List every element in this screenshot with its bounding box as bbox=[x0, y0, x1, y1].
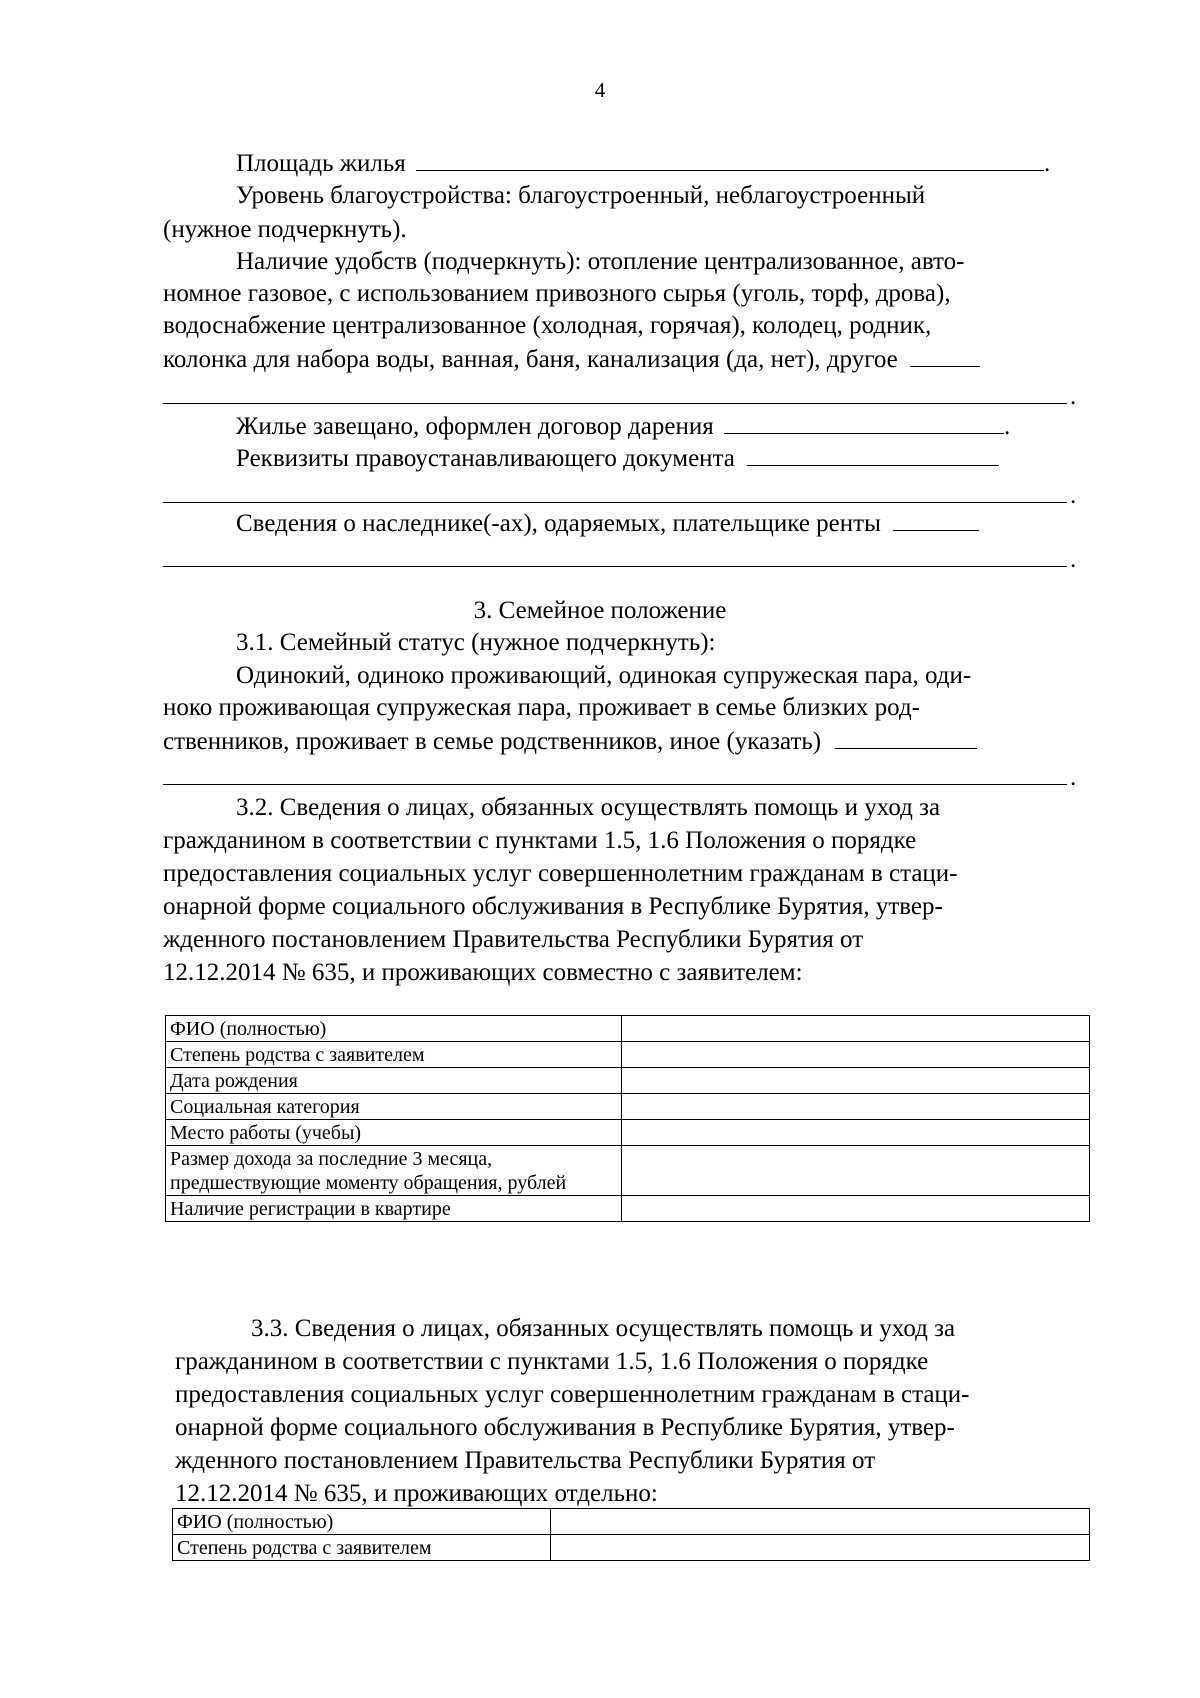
bequeathed-line bbox=[236, 409, 1010, 443]
comfort-level-line: Уровень благоустройства: благоустроенный, неблагоустроенный bbox=[236, 182, 926, 209]
row-value-cell bbox=[621, 1146, 1089, 1196]
title-document-blank bbox=[747, 441, 999, 466]
heirs-label: Сведения о наследнике(-ах), одаряемых, плательщике ренты bbox=[236, 510, 881, 537]
page-number: 4 bbox=[594, 78, 606, 102]
family-status-label: 3.1. Семейный статус (нужное подчеркнуть): bbox=[236, 629, 716, 656]
bequeathed-blank bbox=[724, 409, 1004, 434]
family-status-continuation-line bbox=[163, 784, 1067, 785]
paragraph-3-2-last-line: 12.12.2014 № 635, и проживающих совместно с заявителем: bbox=[163, 959, 803, 986]
housing-area-line bbox=[236, 146, 1050, 180]
cohabiting-relatives-table bbox=[165, 1015, 1090, 1222]
paragraph-3-2-line: жденного постановлением Правительства Республики Бурятия от bbox=[163, 926, 864, 953]
amenities-line-2: номное газовое, с использованием привозного сырья (уголь, торф, дрова), bbox=[163, 280, 951, 307]
table-row bbox=[173, 1535, 1090, 1561]
row-value-cell bbox=[621, 1094, 1089, 1120]
amenities-line-4 bbox=[163, 342, 980, 376]
paragraph-3-3-line: предоставления социальных услуг совершеннолетним гражданам в стаци- bbox=[175, 1381, 970, 1408]
heirs-line bbox=[236, 506, 979, 540]
paragraph-3-3-line: онарной форме социального обслуживания в Республике Бурятия, утвер- bbox=[175, 1414, 955, 1441]
housing-area-label: Площадь жилья bbox=[236, 150, 406, 177]
row-label: Место работы (учебы) bbox=[166, 1120, 622, 1146]
row-value-cell bbox=[621, 1068, 1089, 1094]
row-value-cell bbox=[621, 1120, 1089, 1146]
separate-relatives-table bbox=[172, 1508, 1090, 1561]
row-value-cell bbox=[550, 1535, 1089, 1561]
table-row bbox=[166, 1016, 1090, 1042]
title-document-continuation-line bbox=[163, 502, 1067, 503]
family-status-options-line-1: Одинокий, одиноко проживающий, одинокая супружеская пара, оди- bbox=[236, 662, 972, 689]
paragraph-3-3-line: гражданином в соответствии с пунктами 1.5, 1.6 Положения о порядке bbox=[175, 1348, 929, 1375]
amenities-other-blank bbox=[910, 342, 980, 367]
row-label: Дата рождения bbox=[166, 1068, 622, 1094]
period: . bbox=[1070, 482, 1077, 509]
title-document-line bbox=[236, 441, 999, 475]
row-label: Степень родства с заявителем bbox=[166, 1042, 622, 1068]
paragraph-3-2-line: онарной форме социального обслуживания в Республике Бурятия, утвер- bbox=[163, 893, 943, 920]
period: . bbox=[1070, 546, 1077, 573]
row-label: ФИО (полностью) bbox=[173, 1509, 551, 1535]
row-label: Размер дохода за последние 3 месяца, предшествующие моменту обращения, рублей bbox=[166, 1146, 622, 1196]
table-row bbox=[166, 1042, 1090, 1068]
row-label: Наличие регистрации в квартире bbox=[166, 1196, 622, 1222]
period: . bbox=[1070, 764, 1077, 791]
paragraph-3-2-line: 3.2. Сведения о лицах, обязанных осуществлять помощь и уход за bbox=[236, 794, 941, 821]
table-row bbox=[166, 1068, 1090, 1094]
heirs-blank bbox=[893, 506, 979, 531]
row-value-cell bbox=[621, 1042, 1089, 1068]
family-status-other-blank bbox=[835, 724, 977, 749]
period: . bbox=[1070, 383, 1077, 410]
period: . bbox=[1003, 413, 1011, 440]
paragraph-3-3-line: 3.3. Сведения о лицах, обязанных осуществлять помощь и уход за bbox=[251, 1315, 956, 1342]
row-label: Социальная категория bbox=[166, 1094, 622, 1120]
row-label: Степень родства с заявителем bbox=[173, 1535, 551, 1561]
comfort-level-note: (нужное подчеркнуть). bbox=[163, 216, 407, 243]
paragraph-3-3-line: жденного постановлением Правительства Республики Бурятия от bbox=[175, 1447, 876, 1474]
row-value-cell bbox=[621, 1016, 1089, 1042]
paragraph-3-3-last-line: 12.12.2014 № 635, и проживающих отдельно: bbox=[175, 1480, 658, 1507]
table-row bbox=[166, 1196, 1090, 1222]
title-document-label: Реквизиты правоустанавливающего документа bbox=[236, 445, 735, 472]
heirs-continuation-line bbox=[163, 566, 1067, 567]
housing-area-blank bbox=[416, 146, 1044, 171]
row-value-cell bbox=[621, 1196, 1089, 1222]
period: . bbox=[1044, 150, 1051, 177]
table-row bbox=[166, 1094, 1090, 1120]
family-status-options-line-2: ноко проживающая супружеская пара, проживает в семье близких род- bbox=[163, 694, 920, 721]
section-3-heading: 3. Семейное положение bbox=[473, 597, 727, 624]
paragraph-3-2-line: гражданином в соответствии с пунктами 1.5, 1.6 Положения о порядке bbox=[163, 827, 917, 854]
row-label: ФИО (полностью) bbox=[166, 1016, 622, 1042]
table-row bbox=[166, 1146, 1090, 1196]
row-value-cell bbox=[550, 1509, 1089, 1535]
amenities-line-1: Наличие удобств (подчеркнуть): отопление централизованное, авто- bbox=[236, 248, 965, 275]
table-row bbox=[173, 1509, 1090, 1535]
table-row bbox=[166, 1120, 1090, 1146]
family-status-other-label: ственников, проживает в семье родственников, иное (указать) bbox=[163, 728, 822, 755]
amenities-other-label: колонка для набора воды, ванная, баня, канализация (да, нет), другое bbox=[163, 346, 898, 373]
amenities-line-3: водоснабжение централизованное (холодная, горячая), колодец, родник, bbox=[163, 312, 932, 339]
amenities-other-continuation-line bbox=[163, 403, 1067, 404]
bequeathed-label: Жилье завещано, оформлен договор дарения bbox=[236, 413, 714, 440]
paragraph-3-2-line: предоставления социальных услуг совершеннолетним гражданам в стаци- bbox=[163, 860, 958, 887]
family-status-options-line-3 bbox=[163, 724, 977, 758]
